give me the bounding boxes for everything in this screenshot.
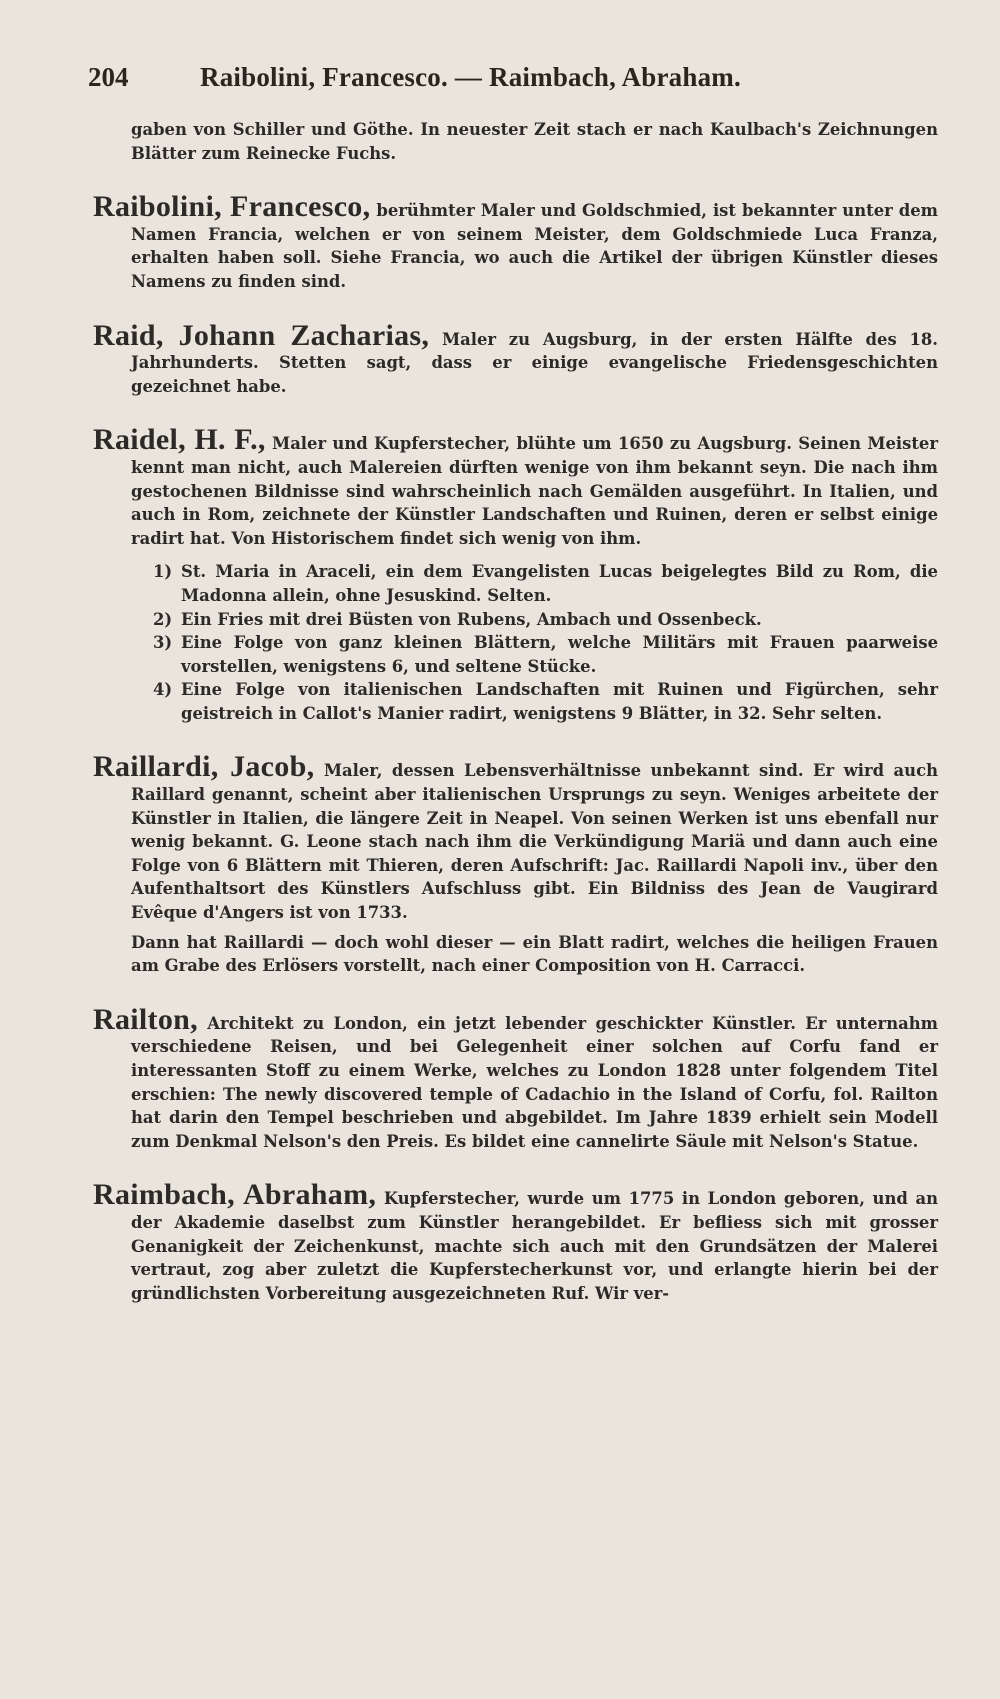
list-item-number: 4) (153, 680, 173, 700)
entry-name: Railton, (93, 1002, 198, 1036)
list-item-text: St. Maria in Araceli, ein dem Evangelisten Lucas beigelegtes Bild zu Rom, die Madonna allein, ohne Jesuskind. Selten. (181, 562, 938, 605)
entry-name: Raibolini, Francesco, (93, 190, 371, 224)
entry-name: Raid, Johann Zacharias, (93, 318, 430, 352)
entry-text: Maler und Kupferstecher, blühte um 1650 zu Augsburg. Seinen Meister kennt man nicht, auch Malereien dürften wenige von ihm bekannt seyn. Die nach ihm gestochenen Bildnisse sind wahrscheinlich nach Gemälden ausgeführt. In Italien, und auch in Rom, zeichnete der Künstler Landschaften und Ruinen, deren er selbst einige radirt hat. Von Historischem findet sich wenig von ihm. (131, 434, 938, 548)
entry-text: berühmter Maler und Goldschmied, ist bekannter unter dem Namen Francia, welchen er von seinem Meister, dem Goldschmiede Luca Franza, erhalten haben soll. Siehe Francia, wo auch die Artikel der übrigen Künstler dieses Namens zu finden sind. (131, 201, 938, 291)
entry-name: Raillardi, Jacob, (93, 750, 315, 784)
list-item (153, 608, 938, 632)
list-item-text: Eine Folge von italienischen Landschaften mit Ruinen und Figürchen, sehr geistreich in Callot's Manier radirt, wenigstens 9 Blätter, in 32. Sehr selten. (181, 680, 938, 723)
list-item-text: Eine Folge von ganz kleinen Blättern, welche Militärs mit Frauen paarweise vorstellen, wenigstens 6, und seltene Stücke. (181, 633, 938, 676)
list-item (153, 678, 938, 725)
list-item-number: 3) (153, 633, 173, 653)
entry-text: Maler, dessen Lebensverhältnisse unbekannt sind. Er wird auch Raillard genannt, scheint aber italienischen Ursprungs zu seyn. Weniges arbeitete der Künstler in Italien, die längere Zeit in Neapel. Von seinen Werken ist uns ebenfall nur wenig bekannt. G. Leone stach nach ihm die Verkündigung Mariä und dann auch eine Folge von 6 Blättern mit Thieren, deren Aufschrift: Jac. Raillardi Napoli inv., über den Aufenthaltsort des Künstlers Aufschluss gibt. Ein Bildniss des Jean de Vaugirard Evêque d'Angers ist von 1733. (131, 761, 938, 923)
entry-raid (93, 318, 938, 399)
entry-name: Raimbach, Abraham, (93, 1178, 377, 1212)
header-title: Raibolini, Francesco. — Raimbach, Abraham. (200, 62, 741, 92)
entry-text: Maler zu Augsburg, in der ersten Hälfte des 18. Jahrhunderts. Stetten sagt, dass er einige evangelische Friedensgeschichten gezeichnet habe. (131, 329, 938, 396)
entry-paragraph: Dann hat Raillardi — doch wohl dieser — ein Blatt radirt, welches die heiligen Frauen am Grabe des Erlösers vorstellt, nach einer Composition von H. Carracci. (131, 932, 938, 976)
list-item-number: 2) (153, 609, 173, 629)
entry-railton (93, 1002, 938, 1154)
entry-raidel (93, 423, 938, 550)
entry-name: Raidel, H. F., (93, 423, 266, 457)
page-number: 204 (88, 62, 129, 92)
list-item (153, 631, 938, 678)
text-column (93, 118, 938, 1305)
list-item-number: 1) (153, 562, 173, 582)
entry-raimbach (93, 1178, 938, 1305)
entry-text: Kupferstecher, wurde um 1775 in London geboren, und an der Akademie daselbst zum Künstler herangebildet. Er befliess sich mit grosser Genanigkeit der Zeichenkunst, machte sich auch mit den Grundsätzen der Malerei vertraut, zog aber zuletzt die Kupferstecherkunst vor, und erlangte hierin bei der gründlichsten Vorbereitung ausgezeichneten Ruf. Wir ver- (131, 1189, 938, 1303)
running-header (88, 62, 868, 102)
entry-raibolini (93, 190, 938, 293)
works-list (93, 560, 938, 725)
continuation-text: gaben von Schiller und Göthe. In neuester Zeit stach er nach Kaulbach's Zeichnungen Blätter zum Reinecke Fuchs. (131, 120, 938, 163)
list-item-text: Ein Fries mit drei Büsten von Rubens, Ambach und Ossenbeck. (181, 609, 762, 629)
list-item (153, 560, 938, 607)
entry-raillardi (93, 750, 938, 924)
entry-text: Architekt zu London, ein jetzt lebender geschickter Künstler. Er unternahm verschiedene Reisen, und bei Gelegenheit einer solchen auf Corfu fand er interessanten Stoff zu einem Werke, welches zu London 1828 unter folgendem Titel erschien: The newly discovered temple of Cadachio in the Island of Corfu, fol. Railton hat darin den Tempel beschrieben und abgebildet. Im Jahre 1839 erhielt sein Modell zum Denkmal Nelson's den Preis. Es bildet eine cannelirte Säule mit Nelson's Statue. (131, 1013, 938, 1151)
